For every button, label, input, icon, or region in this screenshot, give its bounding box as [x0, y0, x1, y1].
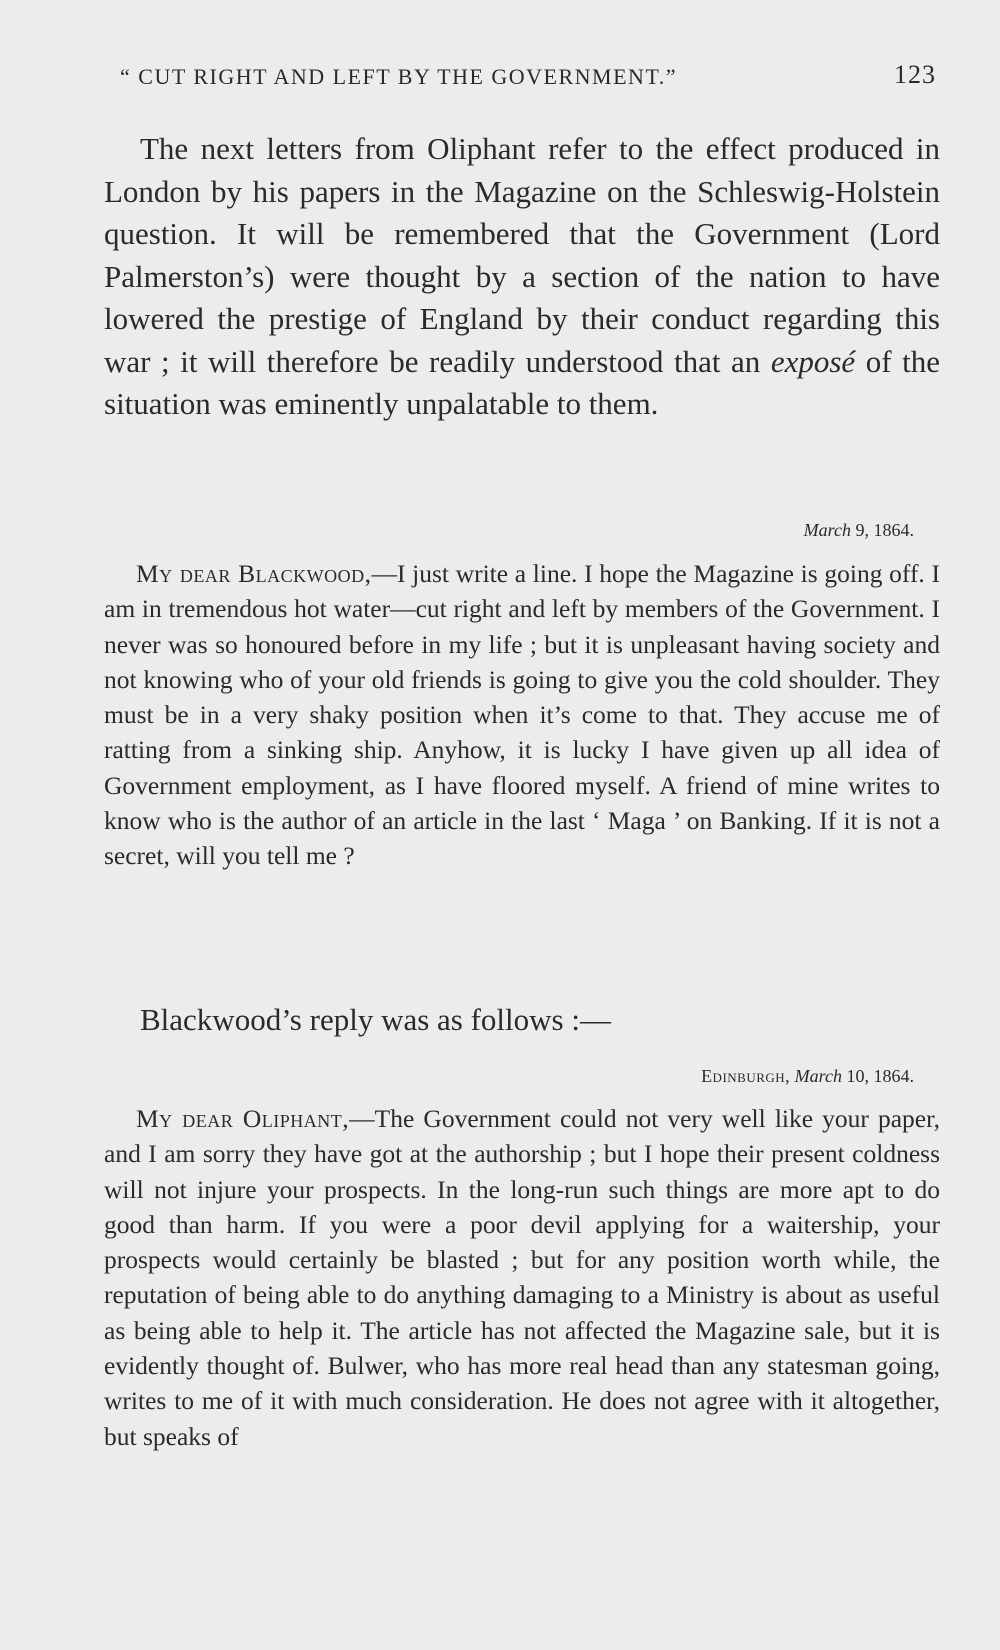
intro-italic-word: exposé [770, 343, 856, 379]
page-number: 123 [894, 60, 936, 89]
letter1-salutation: My dear Blackwood, [136, 559, 372, 588]
letter1-date-day-year: 9, 1864. [855, 520, 914, 540]
letter2-dateline [701, 1066, 914, 1087]
letter1-paragraph [104, 556, 940, 874]
letter2-salutation: My dear Oliphant, [136, 1104, 350, 1133]
intro-text-end: of the situation was eminently unpalatable to them. [104, 343, 940, 421]
running-title: “ CUT RIGHT AND LEFT BY THE GOVERNMENT.” [120, 64, 678, 89]
intro-text-start: The next letters from Oliphant refer to the effect produced in London by his papers in the Magazine on the Schleswig-Holstein question. It will be remembered that the Government (Lord Palmerston’s) were thought by a section of the nation to have lowered the prestige of England by their conduct regarding this war ; it will therefore be readily understood that an [104, 131, 940, 379]
letter2-date-place: Edinburgh, [701, 1066, 791, 1086]
running-head [120, 60, 936, 96]
letter2-body: —The Government could not very well like your paper, and I am sorry they have got at the authorship ; but I hope their present coldness will not injure your prospects. In the long-run such things are more apt to do good than harm. If you were a poor devil applying for a waitership, your prospects would certainly be blasted ; but for any position worth while, the reputation of being able to do anything damaging to a Ministry is about as useful as being able to help it. The article has not affected the Magazine sale, but it is evidently thought of. Bulwer, who has more real head than any statesman going, writes to me of it with much consideration. He does not agree with it altogether, but speaks of [104, 1104, 940, 1451]
intro-paragraph [104, 128, 940, 426]
letter2-date-month: March [794, 1066, 842, 1086]
letter1-date-month: March [803, 520, 851, 540]
letter2-paragraph [104, 1101, 940, 1454]
letter1-dateline [804, 520, 914, 541]
letter2-date-day-year: 10, 1864. [846, 1066, 914, 1086]
transition-line: Blackwood’s reply was as follows :— [140, 1002, 611, 1037]
letter1-body: —I just write a line. I hope the Magazine is going off. I am in tremendous hot water—cut right and left by members of the Government. I never was so honoured before in my life ; but it is unpleasant having society and not knowing who of your old friends is going to give you the cold shoulder. They must be in a very shaky position when it’s come to that. They accuse me of ratting from a sinking ship. Anyhow, it is lucky I have given up all idea of Government employment, as I have floored myself. A friend of mine writes to know who is the author of an article in the last ‘ Maga ’ on Banking. If it is not a secret, will you tell me ? [104, 559, 940, 871]
